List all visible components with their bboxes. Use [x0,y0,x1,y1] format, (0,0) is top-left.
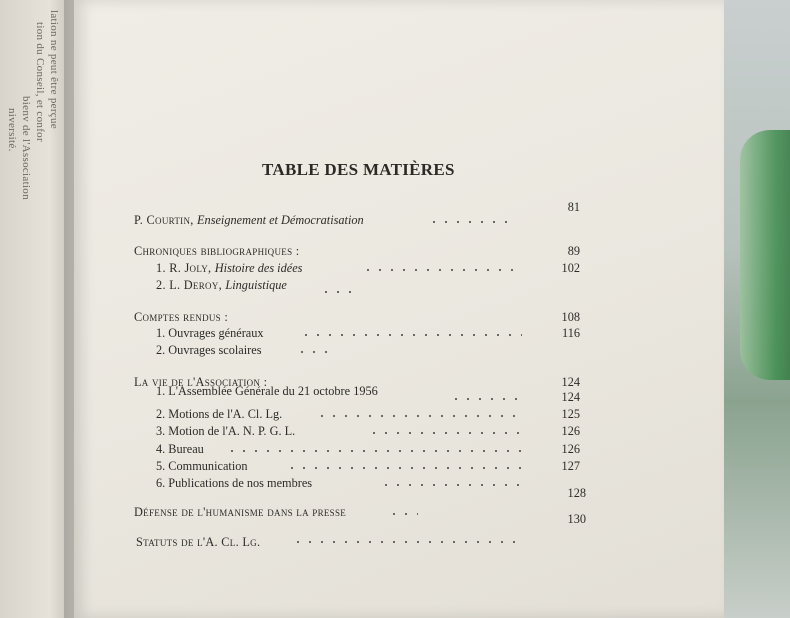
toc-label: 2. Motions de l'A. Cl. Lg. [156,407,283,421]
toc-label: 5. Communication [156,459,248,473]
toc-row-joly [0,261,720,279]
right-page [74,0,724,618]
toc-author: 1. R. Joly, [156,261,215,275]
toc-page-number: 124 [561,390,580,404]
toc-row-deroy [0,278,720,296]
toc-label: 1. L'Assemblée Générale du 21 octobre 1956 [156,384,378,398]
toc-dots [368,428,522,438]
toc-dots [320,287,360,297]
toc-page-number: 125 [561,407,580,421]
toc-page-number: 127 [561,459,580,473]
left-page-text-4: niversité. [6,108,18,152]
toc-label [156,278,287,293]
left-page-text-3: bienv de l'Association [20,96,32,200]
toc-row-scolaires [0,343,720,361]
left-page-text-2: tion du Conseil, et confor [34,22,46,142]
toc-page-number: 126 [561,442,580,456]
toc-row-publications [0,476,720,500]
green-object [740,130,790,380]
toc-page-number: 130 [567,512,586,526]
toc-title-italic: Linguistique [225,278,287,292]
toc-page-number: 89 [567,244,580,258]
toc-dots [388,509,418,519]
toc-label: 2. Ouvrages scolaires [156,343,262,357]
toc-row-bureau [0,442,720,460]
toc-label: Défense de l'humanisme dans la presse [134,505,347,519]
toc-row-communication [0,459,720,477]
toc-dots [380,480,520,490]
toc-page-number: 126 [561,424,580,438]
toc-label [156,261,302,276]
toc-page-number: 128 [567,486,586,500]
toc-label: 4. Bureau [156,442,204,456]
toc-author: 2. L. Deroy, [156,278,226,292]
toc-dots [296,347,336,357]
toc-dots [316,411,522,421]
toc-row-motions [0,407,720,425]
toc-page-number: 116 [562,326,580,340]
toc-dots [226,446,522,456]
page-title: TABLE DES MATIÈRES [262,160,455,179]
toc-dots [450,394,520,404]
toc-dots [300,330,522,340]
toc-page-number: 81 [567,200,580,214]
toc-label [134,213,364,228]
toc-page-number: 108 [561,310,580,324]
toc-dots [362,265,520,275]
toc-label: Chroniques bibliographiques : [134,244,300,258]
toc-title-italic: Histoire des idées [214,261,303,275]
toc-label: La vie de l'Association : [134,375,268,389]
toc-row-statuts [0,535,720,553]
left-page-text-1: lation ne peut être perçue [48,10,60,129]
toc-label: 1. Ouvrages généraux [156,326,264,340]
toc-dots [428,217,514,227]
toc-row-courtin [0,200,720,227]
toc-dots [286,463,522,473]
toc-row-motion-anpgl [0,424,720,442]
toc-page-number: 102 [561,261,580,275]
toc-label: 3. Motion de l'A. N. P. G. L. [156,424,296,438]
toc-row-chroniques [0,244,720,262]
toc-row-assemblee [0,384,720,408]
toc-page-number: 124 [561,375,580,389]
toc-label: Comptes rendus : [134,310,229,324]
toc-label: Statuts de l'A. Cl. Lg. [136,535,261,549]
toc-row-defense [0,505,720,526]
toc-author: P. Courtin, [134,213,198,227]
toc-row-generaux [0,326,720,344]
toc-label: 6. Publications de nos membres [156,476,313,490]
toc-dots [292,537,518,547]
toc-title-italic: Enseignement et Démocratisation [197,213,364,227]
